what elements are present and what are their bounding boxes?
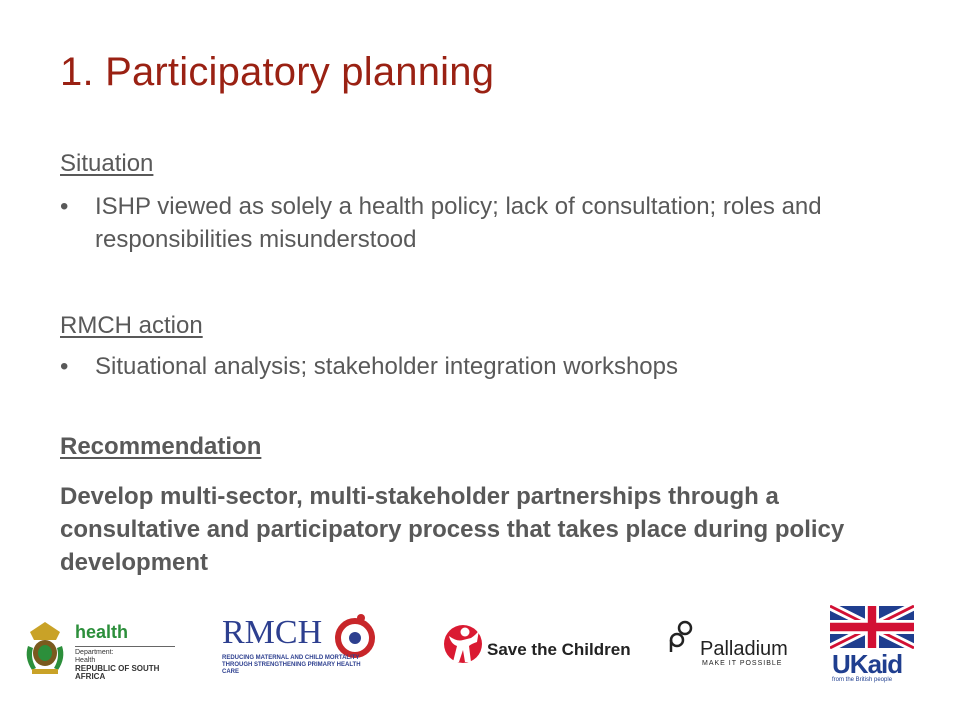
rmch-tagline-line1: REDUCING MATERNAL AND CHILD MORTALITY [222,655,360,661]
rmch-wordmark: RMCH [222,614,323,651]
situation-bullet [60,190,920,256]
ukaid-logo [830,605,916,685]
rmch-tagline-line2: THROUGH STRENGTHENING PRIMARY HEALTH CARE [222,662,361,675]
health-line1: Department: [75,649,114,656]
recommendation-heading: Recommendation [60,433,262,460]
coat-of-arms-icon [20,618,70,678]
bullet-dot: • [60,193,69,220]
health-line2: Health [75,657,96,664]
rmch-logo [218,612,378,674]
rmch-action-heading: RMCH action [60,312,203,339]
health-divider [75,646,175,647]
ukaid-tagline: from the British people [832,677,893,683]
union-jack-flag-icon [830,605,914,649]
save-the-children-logo [443,622,648,668]
ukaid-aid: aid [867,649,903,679]
rmch-action-bullet-text: Situational analysis; stakeholder integration workshops [95,353,678,380]
rmch-action-bullet [60,350,920,383]
slide-title: 1. Participatory planning [60,50,495,94]
palladium-wordmark: Palladium [700,638,788,660]
palladium-mark-icon [668,620,698,654]
ukaid-wordmark [832,649,902,680]
health-wordmark: health [75,622,129,642]
save-the-children-wordmark: Save the Children [487,640,631,659]
rmch-tagline [222,655,378,676]
department-of-health-logo [20,618,180,680]
child-figure-icon [443,622,483,666]
situation-heading: Situation [60,150,154,177]
rmch-mother-child-icon [334,612,376,658]
ukaid-uk: UK [832,649,868,679]
health-line3: REPUBLIC OF SOUTH AFRICA [75,664,160,681]
palladium-tagline: MAKE IT POSSIBLE [702,660,783,667]
palladium-logo [668,618,793,670]
bullet-dot: • [60,353,69,380]
situation-bullet-text: ISHP viewed as solely a health policy; lack of consultation; roles and responsibilities misunderstood [95,193,822,253]
recommendation-body: Develop multi-sector, multi-stakeholder partnerships through a consultative and participatory process that takes place during policy development [60,483,845,576]
